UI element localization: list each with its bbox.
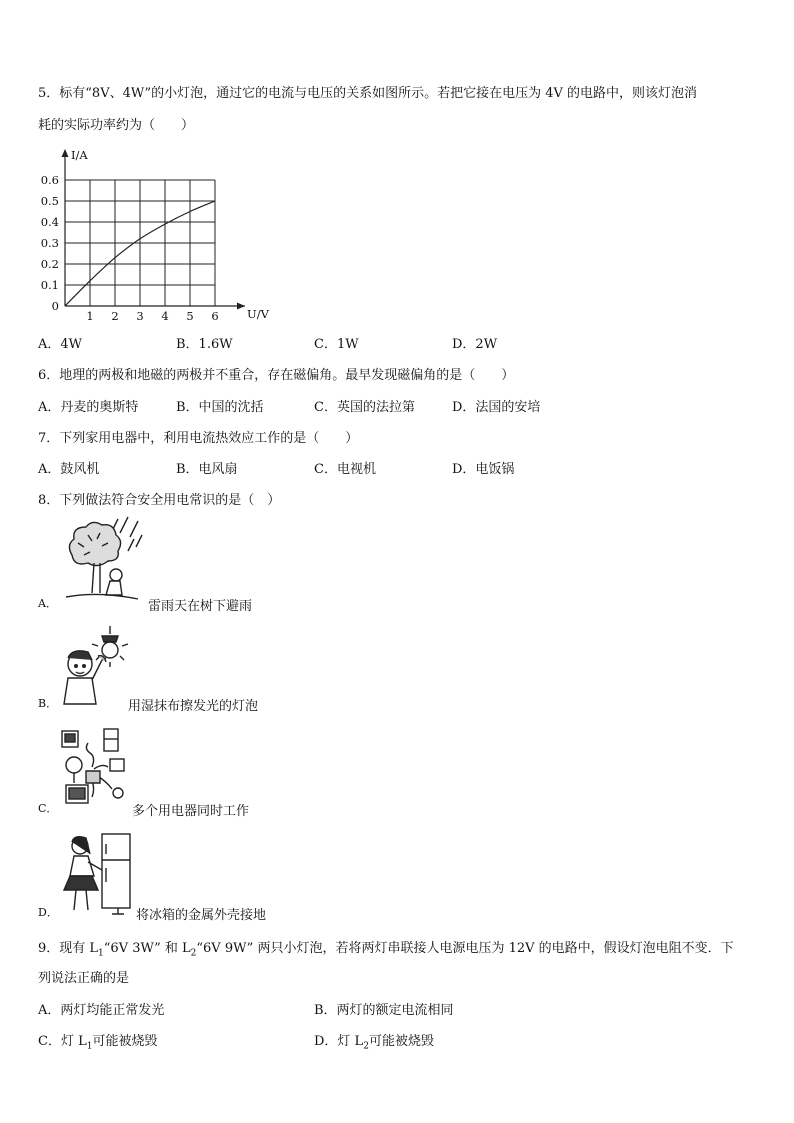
y-axis-arrow xyxy=(62,149,69,157)
chart-tick-labels xyxy=(41,148,270,323)
q9-option-a[interactable]: A．两灯均能正常发光 xyxy=(38,1003,165,1018)
q9-text-2: “6V 3W” 和 L xyxy=(103,941,191,956)
y-tick-label: 0 xyxy=(51,299,59,313)
q9-stem-line2: 列说法正确的是 xyxy=(38,971,130,986)
q6-option-d[interactable]: D．法国的安培 xyxy=(452,400,541,415)
q9-option-b[interactable]: B．两灯的额定电流相同 xyxy=(314,1003,454,1018)
q9-option-d-sub: 2 xyxy=(363,1041,369,1052)
q9-option-c-sub: 1 xyxy=(86,1041,93,1052)
x-tick-label: 3 xyxy=(136,309,144,323)
y-axis-label: I/A xyxy=(71,148,88,162)
q9-option-d-text: D．灯 L xyxy=(314,1034,364,1049)
q8-stem: 8．下列做法符合安全用电常识的是（ ） xyxy=(38,493,281,508)
x-tick-label: 4 xyxy=(161,309,169,323)
q8-option-b-letter[interactable]: B． xyxy=(38,697,58,710)
chart-grid xyxy=(65,180,215,306)
q6-option-a[interactable]: A．丹麦的奥斯特 xyxy=(38,400,139,415)
y-tick-label: 0.5 xyxy=(40,194,59,208)
q9-option-c[interactable] xyxy=(38,1030,157,1052)
q8-option-d-caption[interactable]: 将冰箱的金属外壳接地 xyxy=(136,908,267,923)
x-tick-label: 1 xyxy=(86,309,94,323)
q9-option-d-text2: 可能被烧毁 xyxy=(368,1034,434,1049)
q9-text-1: 9．现有 L xyxy=(38,941,99,956)
q8-option-d-letter[interactable]: D． xyxy=(38,906,58,919)
q5-option-a[interactable]: A．4W xyxy=(38,337,83,352)
x-tick-label: 6 xyxy=(211,309,219,323)
q7-option-c[interactable]: C．电视机 xyxy=(314,462,376,477)
y-tick-label: 0.2 xyxy=(40,257,59,271)
q7-option-d[interactable]: D．电饭锅 xyxy=(452,462,515,477)
many-appliances-illustration xyxy=(56,727,132,809)
q7-option-a[interactable]: A．鼓风机 xyxy=(38,462,100,477)
q9-option-d[interactable] xyxy=(314,1030,434,1052)
q5-option-c[interactable]: C．1W xyxy=(314,337,359,352)
q7-stem: 7．下列家用电器中，利用电流热效应工作的是（ ） xyxy=(38,431,359,446)
q5-stem-line2: 耗的实际功率约为（ ） xyxy=(38,118,195,133)
x-axis-label: U/V xyxy=(247,307,269,321)
q8-option-a-letter[interactable]: A． xyxy=(38,597,57,610)
x-axis-arrow xyxy=(237,303,245,310)
y-tick-label: 0.6 xyxy=(40,173,59,187)
q6-stem: 6．地理的两极和地磁的两极并不重合，存在磁偏角。最早发现磁偏角的是（ ） xyxy=(38,368,515,383)
x-tick-label: 2 xyxy=(111,309,119,323)
q8-option-b-caption[interactable]: 用湿抹布擦发光的灯泡 xyxy=(128,699,259,714)
fridge-grounding-illustration xyxy=(58,830,136,916)
x-tick-label: 5 xyxy=(186,309,194,323)
wipe-bulb-illustration xyxy=(58,626,130,706)
q9-sub-2: 2 xyxy=(190,948,197,959)
q9-stem-line1 xyxy=(38,937,734,959)
q6-option-c[interactable]: C．英国的法拉第 xyxy=(314,400,415,415)
q9-option-c-text2: 可能被烧毁 xyxy=(92,1034,158,1049)
q6-option-b[interactable]: B．中国的沈括 xyxy=(176,400,264,415)
q5-option-b[interactable]: B．1.6W xyxy=(176,337,233,352)
y-tick-label: 0.4 xyxy=(40,215,59,229)
q8-option-c-caption[interactable]: 多个用电器同时工作 xyxy=(132,804,250,819)
tree-shelter-illustration xyxy=(58,515,146,605)
q7-option-b[interactable]: B．电风扇 xyxy=(176,462,238,477)
q9-text-3: “6V 9W” 两只小灯泡，若将两灯串联接人电源电压为 12V 的电路中，假设灯泡电阻不变．下 xyxy=(196,941,734,956)
q5-option-d[interactable]: D．2W xyxy=(452,337,498,352)
q8-option-a-caption[interactable]: 雷雨天在树下避雨 xyxy=(148,599,253,614)
q5-stem-line1: 5．标有“8V、4W”的小灯泡，通过它的电流与电压的关系如图所示。若把它接在电压为 4V 的电路中，则该灯泡消 xyxy=(38,86,698,101)
q8-option-c-letter[interactable]: C． xyxy=(38,802,58,815)
y-tick-label: 0.3 xyxy=(40,236,59,250)
current-voltage-chart xyxy=(30,143,290,323)
q9-sub-1: 1 xyxy=(98,948,104,959)
q9-option-c-text: C．灯 L xyxy=(38,1034,87,1049)
y-tick-label: 0.1 xyxy=(40,278,59,292)
